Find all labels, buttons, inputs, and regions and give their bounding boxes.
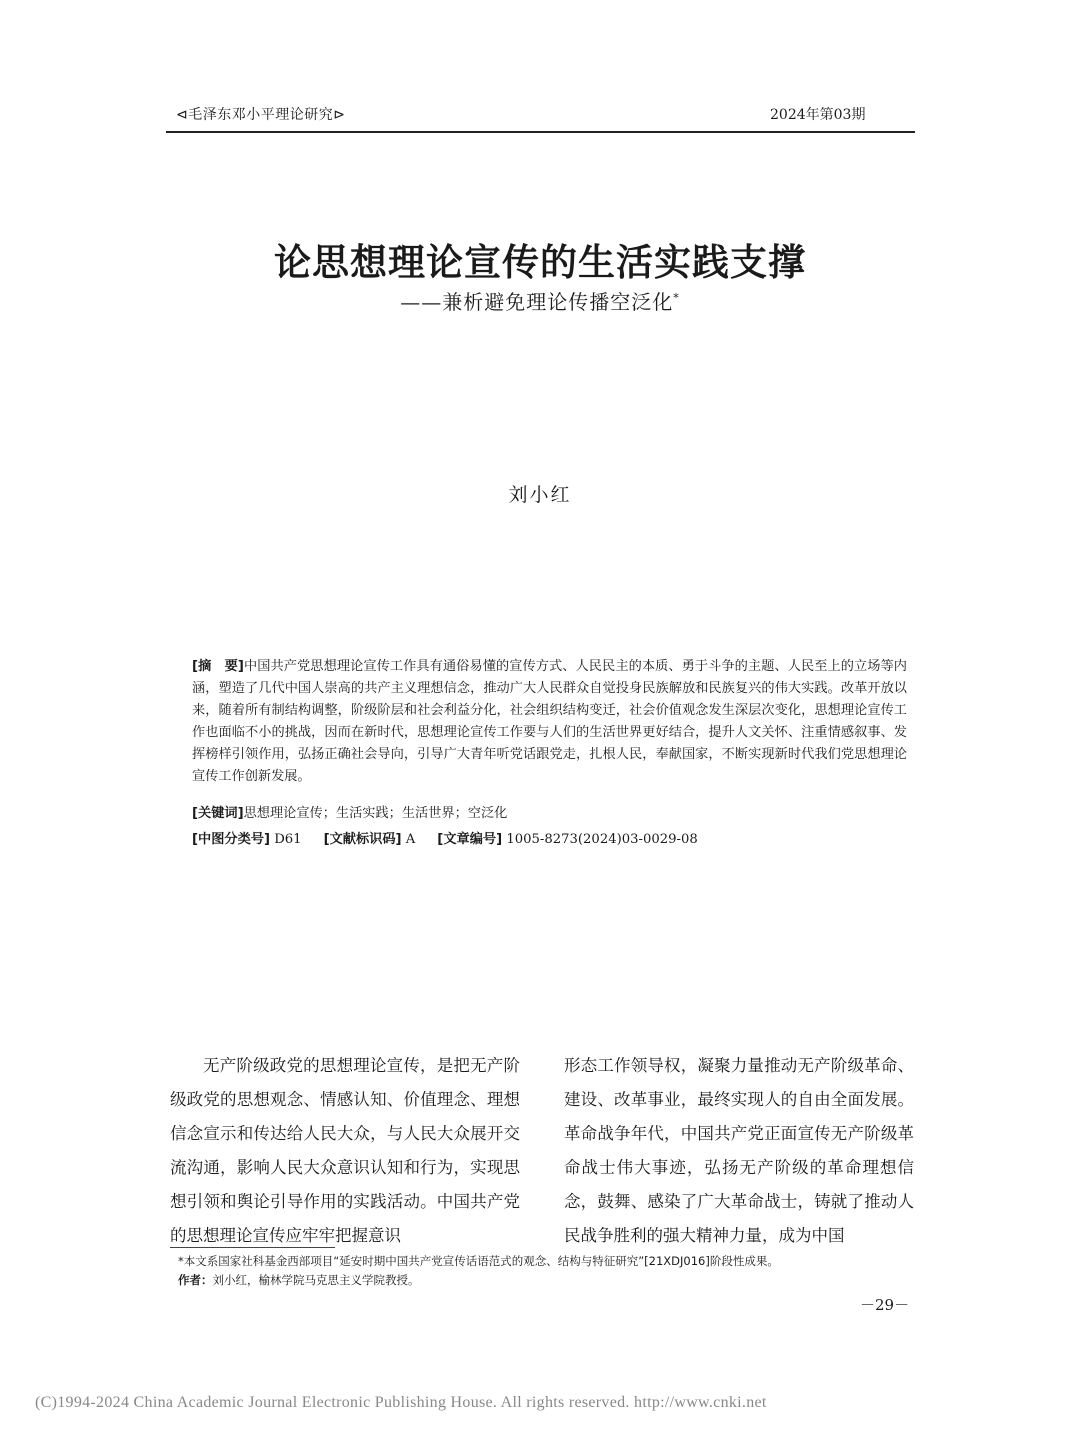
- subtitle-text: ——兼析避免理论传播空泛化: [400, 290, 674, 314]
- keywords-label: [关键词]: [192, 806, 244, 821]
- article-number-label: [文章编号]: [437, 832, 503, 847]
- abstract-text: 中国共产党思想理论宣传工作具有通俗易懂的宣传方式、人民民主的本质、勇于斗争的主题、人民至上的立场等内涵，塑造了几代中国人崇高的共产主义理想信念，推动广大人民群众自觉投身民族解放和民族复兴的伟大实践。改革开放以来，随着所有制结构调整，阶级阶层和社会利益分化，社会组织结构变迁，社会价值观念发生深层次变化，思想理论宣传工作也面临不小的挑战，因而在新时代，思想理论宣传工作要与人们的生活世界更好结合，提升人文关怀、注重情感叙事、发挥榜样引领作用，弘扬正确社会导向，引导广大青年听党话跟党走，扎根人民，奉献国家，不断实现新时代我们党思想理论宣传工作创新发展。: [192, 659, 907, 784]
- header-divider: [166, 131, 915, 133]
- issue-number: 2024年第03期: [770, 107, 866, 123]
- footnote-divider: [170, 1247, 335, 1248]
- keywords: [192, 802, 907, 821]
- doc-code-value: A: [405, 832, 416, 847]
- article-title: 论思想理论宣传的生活实践支撑: [274, 240, 806, 284]
- body-left-column: 无产阶级政党的思想理论宣传，是把无产阶级政党的思想观念、情感认知、价值理念、理想信念宣示和传达给人民大众，与人民大众展开交流沟通，影响人民大众意识认知和行为，实现思想引领和舆论引导作用的实践活动。中国共产党的思想理论宣传应牢牢把握意识: [170, 1056, 520, 1245]
- clc-value: D61: [274, 832, 302, 847]
- classification-line: [192, 828, 907, 847]
- abstract-label: [摘 要]: [192, 659, 244, 674]
- article-subtitle: [0, 286, 1080, 315]
- footnote-mark: *: [673, 291, 680, 305]
- fund-footnote: *本文系国家社科基金西部项目“延安时期中国共产党宣传话语范式的观念、结构与特征研究”[21XDJ016]阶段性成果。: [178, 1254, 779, 1268]
- journal-name: ⊲毛泽东邓小平理论研究⊳: [176, 107, 346, 123]
- author-name: 刘小红: [508, 484, 572, 506]
- clc-label: [中图分类号]: [192, 832, 270, 847]
- author-footnote: [178, 1272, 898, 1288]
- copyright-watermark: (C)1994-2024 China Academic Journal Electronic Publishing House. All rights reserved. http://www.cnki.net: [35, 1394, 767, 1411]
- doc-code-label: [文献标识码]: [323, 832, 402, 847]
- keywords-text: 思想理论宣传；生活实践；生活世界；空泛化: [243, 806, 508, 821]
- abstract: [192, 656, 907, 788]
- author-footnote-label: 作者：: [178, 1273, 213, 1287]
- body-right-column: 形态工作领导权，凝聚力量推动无产阶级革命、建设、改革事业，最终实现人的自由全面发展。革命战争年代，中国共产党正面宣传无产阶级革命战士伟大事迹，弘扬无产阶级的革命理想信念，鼓舞、感染了广大革命战士，铸就了推动人民战争胜利的强大精神力量，成为中国: [564, 1056, 914, 1245]
- article-number-value: 1005-8273(2024)03-0029-08: [506, 832, 698, 847]
- author-footnote-text: 刘小红，榆林学院马克思主义学院教授。: [212, 1273, 420, 1287]
- page-number: －29－: [860, 1296, 910, 1314]
